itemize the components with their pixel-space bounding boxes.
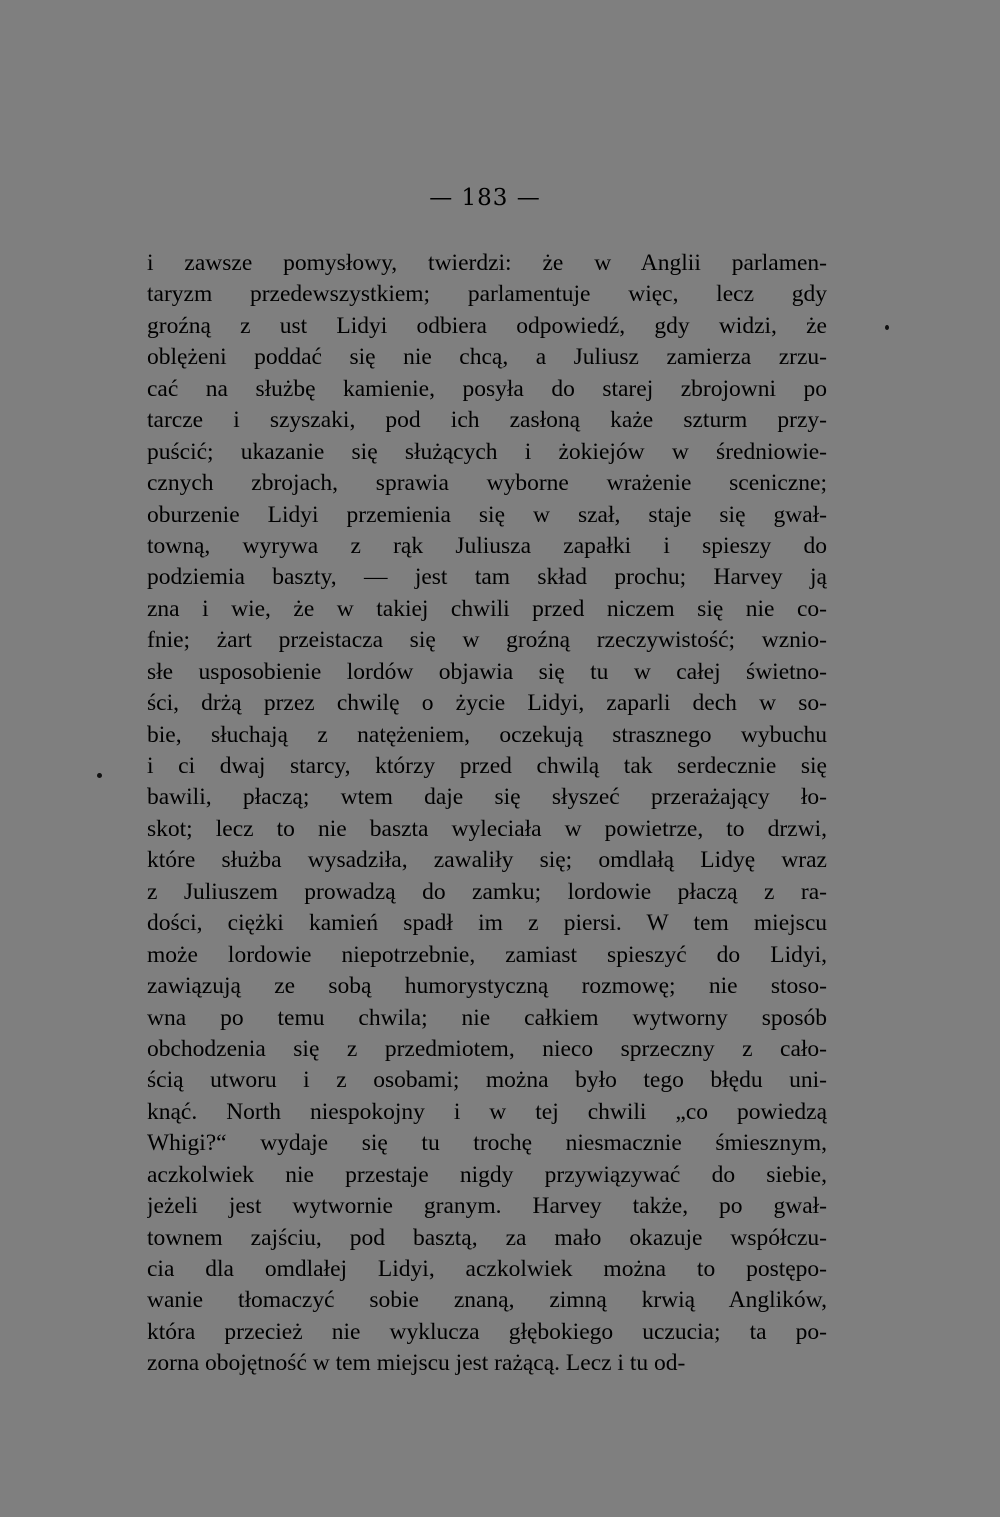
print-speck: [885, 325, 889, 330]
text-line: ści, drżą przez chwilę o życie Lidyi, zaparli dech w so-: [147, 690, 827, 717]
text-line: taryzm przedewszystkiem; parlamentuje więc, lecz gdy: [147, 281, 827, 308]
text-line: knąć. North niespokojny i w tej chwili „co powiedzą: [147, 1098, 827, 1125]
text-line: zna i wie, że w takiej chwili przed niczem się nie co-: [147, 595, 827, 622]
text-line: tarcze i szyszaki, pod ich zasłoną każe szturm przy-: [147, 407, 827, 434]
text-line: oblężeni poddać się nie chcą, a Juliusz zamierza zrzu-: [147, 344, 827, 371]
text-line: podziemia baszty, — jest tam skład prochu; Harvey ją: [147, 564, 827, 591]
text-line: wna po temu chwila; nie całkiem wytworny sposób: [147, 1004, 827, 1031]
text-line: zawiązują ze sobą humorystyczną rozmowę; nie stoso-: [147, 973, 827, 1000]
text-line: zorna obojętność w tem miejscu jest rażącą. Lecz i tu od-: [147, 1350, 686, 1377]
text-line: skot; lecz to nie baszta wyleciała w powietrze, to drzwi,: [147, 815, 827, 842]
text-line: puścić; ukazanie się służących i żokiejów w średniowie-: [147, 438, 827, 465]
page-number: — 183 —: [429, 185, 541, 211]
text-line: bawili, płaczą; wtem daje się słyszeć przerażający ło-: [147, 784, 827, 811]
text-line: bie, słuchają z natężeniem, oczekują strasznego wybuchu: [147, 721, 827, 748]
text-line: która przecież nie wyklucza głębokiego uczucia; ta po-: [147, 1318, 827, 1345]
text-line: jeżeli jest wytwornie granym. Harvey także, po gwał-: [147, 1193, 827, 1220]
text-line: fnie; żart przeistacza się w groźną rzeczywistość; wznio-: [147, 627, 827, 654]
text-line: obchodzenia się z przedmiotem, nieco sprzeczny z cało-: [147, 1035, 827, 1062]
text-line: towną, wyrywa z rąk Juliusza zapałki i spieszy do: [147, 532, 827, 559]
text-line: aczkolwiek nie przestaje nigdy przywiązywać do siebie,: [147, 1161, 827, 1188]
text-line: i ci dwaj starcy, którzy przed chwilą tak serdecznie się: [147, 753, 827, 779]
text-line: Whigi?“ wydaje się tu trochę niesmacznie śmiesznym,: [147, 1130, 827, 1157]
body-text: [147, 248, 827, 1380]
text-line: może lordowie niepotrzebnie, zamiast spieszyć do Lidyi,: [147, 941, 827, 968]
text-line: ścią utworu i z osobami; można było tego błędu uni-: [147, 1067, 827, 1094]
print-speck: [97, 773, 102, 778]
text-line: cznych zbrojach, sprawia wyborne wrażenie sceniczne;: [147, 470, 827, 497]
text-line: oburzenie Lidyi przemienia się w szał, staje się gwał-: [147, 501, 827, 528]
text-line: i zawsze pomysłowy, twierdzi: że w Anglii parlamen-: [147, 250, 827, 276]
text-line: słe usposobienie lordów objawia się tu w całej świetno-: [147, 658, 827, 685]
text-line: które służba wysadziła, zawaliły się; omdlałą Lidyę wraz: [147, 847, 827, 874]
text-line: wanie tłomaczyć sobie znaną, zimną krwią Anglików,: [147, 1287, 827, 1314]
text-line: z Juliuszem prowadzą do zamku; lordowie płaczą z ra-: [147, 878, 827, 905]
text-line: cia dla omdlałej Lidyi, aczkolwiek można to postępo-: [147, 1256, 827, 1282]
text-line: groźną z ust Lidyi odbiera odpowiedź, gdy widzi, że: [147, 312, 827, 339]
text-line: dości, ciężki kamień spadł im z piersi. W tem miejscu: [147, 910, 827, 937]
text-line: cać na służbę kamienie, posyła do starej zbrojowni po: [147, 375, 827, 402]
text-line: townem zajściu, pod basztą, za mało okazuje współczu-: [147, 1224, 827, 1251]
